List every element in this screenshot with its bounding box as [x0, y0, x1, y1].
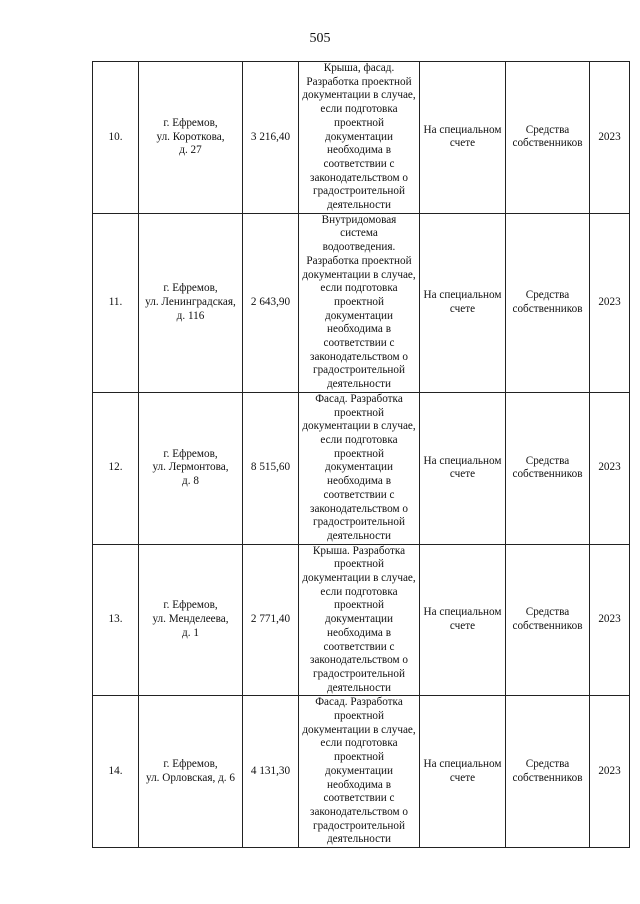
area-cell: 2 771,40	[243, 544, 299, 696]
year-cell: 2023	[590, 544, 630, 696]
work-type-cell: Крыша. Разработка проектной документации в случае, если подготовка проектной документации необходима в соответствии с законодательством о градостроительной деятельности	[299, 544, 420, 696]
page-number: 505	[309, 31, 331, 46]
funding-source-cell: Средства собственников	[506, 62, 590, 214]
work-type-cell: Внутридомовая система водоотведения. Разработка проектной документации в случае, если подготовка проектной документации необходима в соответствии с законодательством о градостроительной деятельности	[299, 213, 420, 392]
row-number-cell: 10.	[93, 62, 139, 214]
work-type-cell: Крыша, фасад. Разработка проектной документации в случае, если подготовка проектной документации необходима в соответствии с законодательством о градостроительной деятельности	[299, 62, 420, 214]
table-row	[93, 696, 630, 848]
address-cell: г. Ефремов, ул. Лермонтова, д. 8	[139, 392, 243, 544]
address-cell: г. Ефремов, ул. Ленинградская, д. 116	[139, 213, 243, 392]
area-cell: 4 131,30	[243, 696, 299, 848]
address-cell: г. Ефремов, ул. Менделеева, д. 1	[139, 544, 243, 696]
funding-source-cell: Средства собственников	[506, 392, 590, 544]
work-type-cell: Фасад. Разработка проектной документации в случае, если подготовка проектной документации необходима в соответствии с законодательством о градостроительной деятельности	[299, 696, 420, 848]
funding-source-cell: Средства собственников	[506, 213, 590, 392]
address-cell: г. Ефремов, ул. Орловская, д. 6	[139, 696, 243, 848]
table-row	[93, 213, 630, 392]
row-number-cell: 14.	[93, 696, 139, 848]
row-number-cell: 12.	[93, 392, 139, 544]
address-cell: г. Ефремов, ул. Короткова, д. 27	[139, 62, 243, 214]
table-row	[93, 62, 630, 214]
year-cell: 2023	[590, 392, 630, 544]
account-method-cell: На специальном счете	[420, 213, 506, 392]
funding-source-cell: Средства собственников	[506, 544, 590, 696]
year-cell: 2023	[590, 62, 630, 214]
year-cell: 2023	[590, 213, 630, 392]
row-number-cell: 11.	[93, 213, 139, 392]
account-method-cell: На специальном счете	[420, 392, 506, 544]
funding-source-cell: Средства собственников	[506, 696, 590, 848]
area-cell: 2 643,90	[243, 213, 299, 392]
area-cell: 8 515,60	[243, 392, 299, 544]
work-type-cell: Фасад. Разработка проектной документации в случае, если подготовка проектной документации необходима в соответствии с законодательством о градостроительной деятельности	[299, 392, 420, 544]
registry-table	[92, 61, 630, 848]
row-number-cell: 13.	[93, 544, 139, 696]
area-cell: 3 216,40	[243, 62, 299, 214]
account-method-cell: На специальном счете	[420, 544, 506, 696]
account-method-cell: На специальном счете	[420, 696, 506, 848]
table-row	[93, 392, 630, 544]
year-cell: 2023	[590, 696, 630, 848]
account-method-cell: На специальном счете	[420, 62, 506, 214]
table-row	[93, 544, 630, 696]
